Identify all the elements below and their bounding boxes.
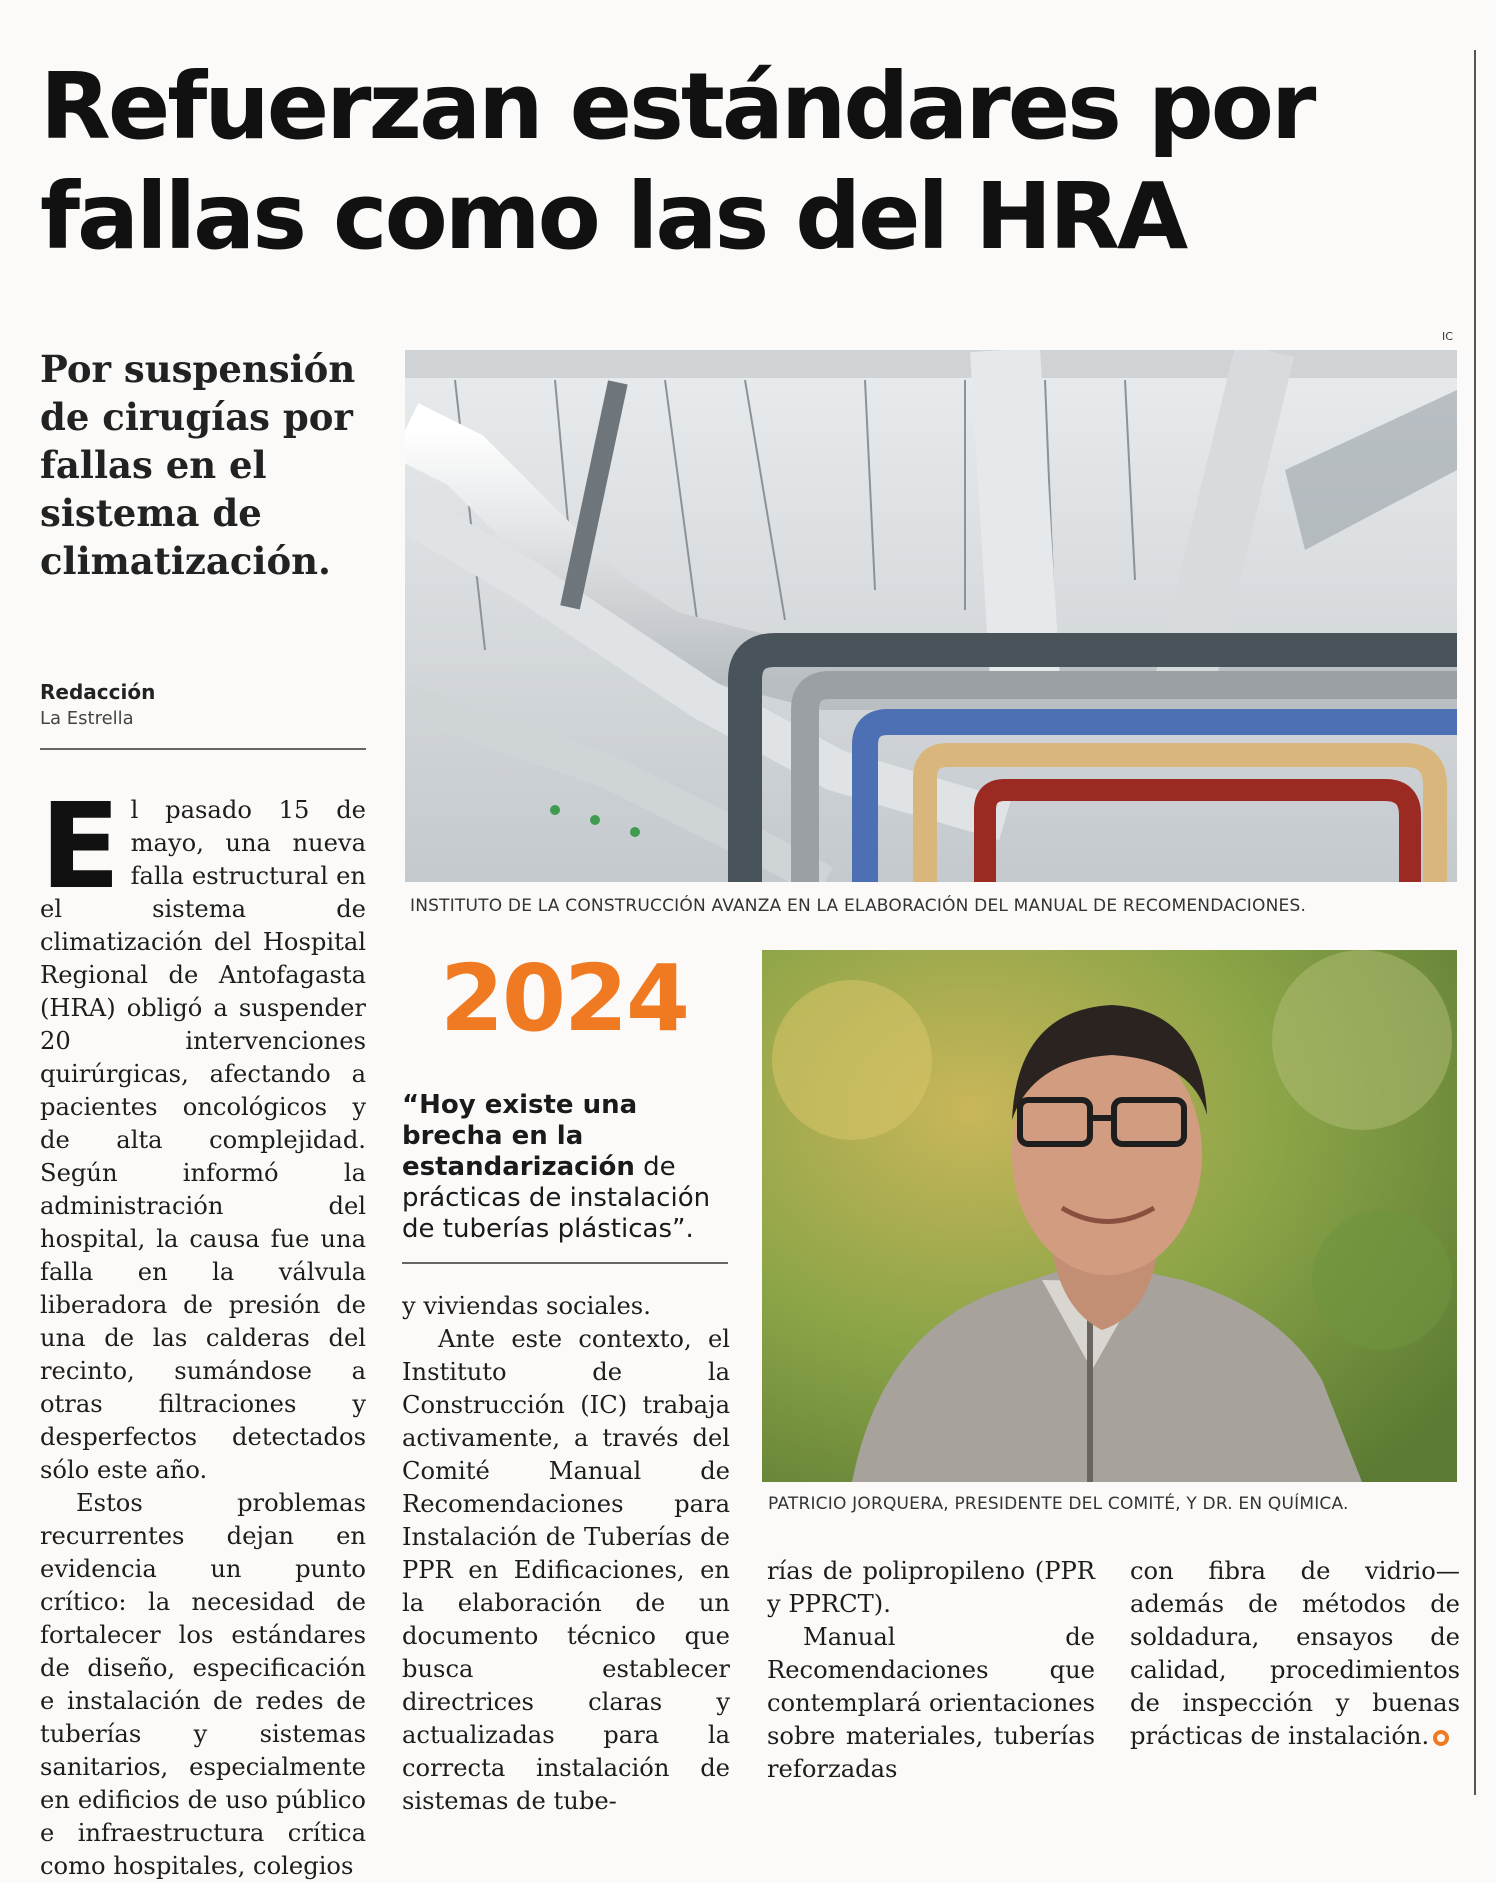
body-paragraph-3: y viviendas sociales. xyxy=(402,1292,651,1320)
photo-caption-portrait: PATRICIO JORQUERA, PRESIDENTE DEL COMITÉ, Y DR. EN QUÍMICA. xyxy=(768,1494,1349,1514)
body-paragraph-4: Ante este contexto, el Instituto de la Construcción (IC) trabaja activamente, a través del Comité Manual de Recomendaciones para Instalación de Tuberías de PPR en Edificaciones, en la elaboración de un documento técnico que busca establecer directrices claras y actualizadas para la correcta instalación de sistemas de tube- xyxy=(402,1325,730,1815)
byline-divider xyxy=(40,748,366,750)
drop-cap: E xyxy=(40,777,121,915)
body-paragraph-5: rías de polipropileno (PPR y PPRCT). xyxy=(767,1557,1095,1618)
pullout-year: 2024 xyxy=(440,945,689,1052)
body-column-2 xyxy=(402,1290,730,1818)
end-mark-icon xyxy=(1433,1730,1449,1746)
body-paragraph-6: Manual de Recomendaciones que contemplará orientaciones sobre materiales, tuberías reforzadas xyxy=(767,1623,1096,1783)
body-paragraph-2: Estos problemas recurrentes dejan en evidencia un punto crítico: la necesidad de fortalecer los estándares de diseño, especificación e instalación de redes de tuberías y sistemas sanitarios, especialmente en edificios de uso público e infraestructura crítica como hospitales, colegios xyxy=(40,1489,366,1880)
quote-divider xyxy=(402,1262,728,1264)
subhead: Por suspensión de cirugías por fallas en el sistema de climatización. xyxy=(40,347,356,583)
photo-caption-pipes: INSTITUTO DE LA CONSTRUCCIÓN AVANZA EN LA ELABORACIÓN DEL MANUAL DE RECOMENDACIONES. xyxy=(410,896,1307,916)
photo-credit: IC xyxy=(1442,330,1453,343)
body-column-1 xyxy=(40,777,366,1883)
byline-author: Redacción xyxy=(40,680,156,704)
headline xyxy=(40,52,1460,272)
portrait-illustration xyxy=(762,950,1457,1482)
pull-quote-bold: “Hoy existe una brecha en la estandarización xyxy=(402,1090,638,1182)
byline-publication: La Estrella xyxy=(40,708,134,729)
pipes-ceiling-illustration xyxy=(405,350,1457,882)
body-paragraph-7-text: con fibra de vidrio— además de métodos de soldadura, ensayos de calidad, procedimientos de inspección y buenas prácticas de instalación. xyxy=(1130,1557,1460,1750)
headline-line-1: Refuerzan estándares por xyxy=(40,53,1314,160)
body-column-4 xyxy=(1130,1555,1460,1753)
pull-quote-regular: de prácticas de instalación de tuberías plásticas”. xyxy=(402,1152,711,1244)
body-paragraph-7 xyxy=(1130,1555,1460,1753)
pull-quote xyxy=(402,1090,732,1245)
body-paragraph-1 xyxy=(40,777,366,1487)
body-paragraph-1-text: l pasado 15 de mayo, una nueva falla estructural en el sistema de climatización del Hospital Regional de Antofagasta (HRA) obligó a suspender 20 intervenciones quirúrgicas, afectando a pacientes oncológicos y de alta complejidad. Según informó la administración del hospital, la causa fue una falla en la válvula liberadora de presión de una de las calderas del recinto, sumándose a otras filtraciones y desperfectos detectados sólo este año. xyxy=(40,796,366,1484)
body-column-3 xyxy=(767,1555,1095,1786)
portrait-photo xyxy=(762,950,1457,1482)
headline-line-2: fallas como las del HRA xyxy=(40,163,1186,270)
pipes-ceiling-photo xyxy=(405,350,1457,882)
right-column-rule xyxy=(1474,50,1476,1795)
